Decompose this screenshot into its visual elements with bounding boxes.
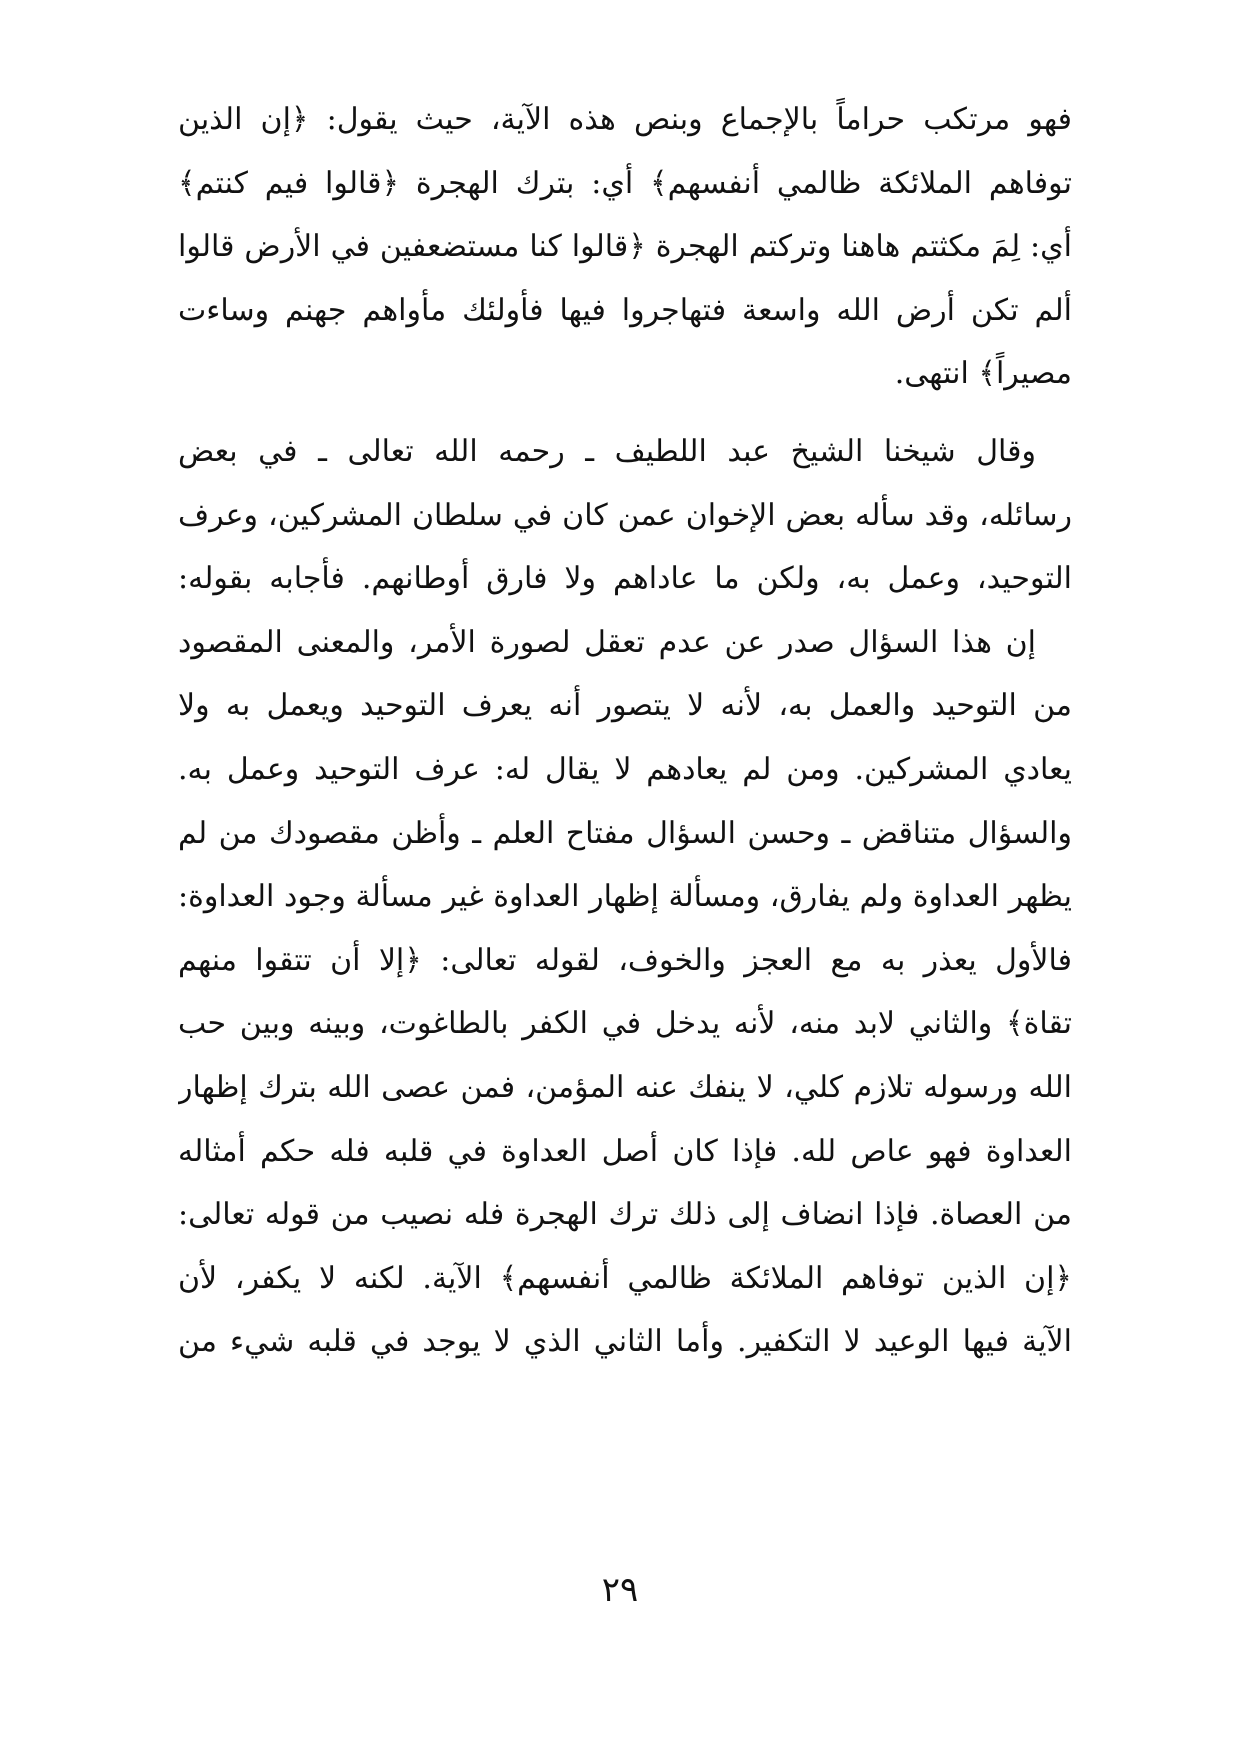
paragraph-1 — [178, 88, 1072, 406]
text-line: يعادي المشركين. ومن لم يعادهم لا يقال له: عرف التوحيد وعمل به. — [178, 751, 1072, 787]
text-line: فهو مرتكب حراماً بالإجماع وبنص هذه الآية، حيث يقول: ﴿إن الذين — [178, 102, 1072, 137]
text-line: ألم تكن أرض الله واسعة فتهاجروا فيها فأولئك مأواهم جهنم وساءت — [178, 292, 1072, 328]
body-text — [178, 88, 1072, 1374]
text-line: وقال شيخنا الشيخ عبد اللطيف ـ رحمه الله تعالى ـ في بعض — [178, 433, 1036, 469]
text-line: توفاهم الملائكة ظالمي أنفسهم﴾ أي: بترك الهجرة ﴿قالوا فيم كنتم﴾ — [178, 165, 1072, 201]
text-line: يظهر العداوة ولم يفارق، ومسألة إظهار العداوة غير مسألة وجود العداوة: — [178, 879, 1072, 915]
text-line: الله ورسوله تلازم كلي، لا ينفك عنه المؤمن، فمن عصى الله بترك إظهار — [178, 1069, 1072, 1105]
paragraph-3 — [178, 611, 1072, 1374]
paragraph-2 — [178, 420, 1072, 611]
text-line: ﴿إن الذين توفاهم الملائكة ظالمي أنفسهم﴾ الآية. لكنه لا يكفر، لأن — [178, 1260, 1072, 1296]
text-line: من العصاة. فإذا انضاف إلى ذلك ترك الهجرة فله نصيب من قوله تعالى: — [178, 1197, 1072, 1233]
text-line: إن هذا السؤال صدر عن عدم تعقل لصورة الأمر، والمعنى المقصود — [178, 624, 1036, 660]
text-line: فالأول يعذر به مع العجز والخوف، لقوله تعالى: ﴿إلا أن تتقوا منهم — [178, 942, 1072, 978]
text-line: مصيراً﴾ انتهى. — [894, 356, 1072, 392]
page-number: ٢٩ — [601, 1570, 639, 1610]
text-line: رسائله، وقد سأله بعض الإخوان عمن كان في سلطان المشركين، وعرف — [178, 497, 1072, 533]
text-line: من التوحيد والعمل به، لأنه لا يتصور أنه يعرف التوحيد ويعمل به ولا — [178, 688, 1072, 724]
text-line: الآية فيها الوعيد لا التكفير. وأما الثاني الذي لا يوجد في قلبه شيء من — [178, 1324, 1072, 1360]
text-line: تقاة﴾ والثاني لابد منه، لأنه يدخل في الكفر بالطاغوت، وبينه وبين حب — [178, 1006, 1072, 1042]
text-line: العداوة فهو عاص لله. فإذا كان أصل العداوة في قلبه فله حكم أمثاله — [178, 1133, 1072, 1169]
text-line: والسؤال متناقض ـ وحسن السؤال مفتاح العلم ـ وأظن مقصودك من لم — [178, 815, 1072, 851]
text-line: التوحيد، وعمل به، ولكن ما عاداهم ولا فارق أوطانهم. فأجابه بقوله: — [178, 561, 1072, 597]
text-line: أي: لِمَ مكثتم هاهنا وتركتم الهجرة ﴿قالوا كنا مستضعفين في الأرض قالوا — [178, 229, 1072, 265]
